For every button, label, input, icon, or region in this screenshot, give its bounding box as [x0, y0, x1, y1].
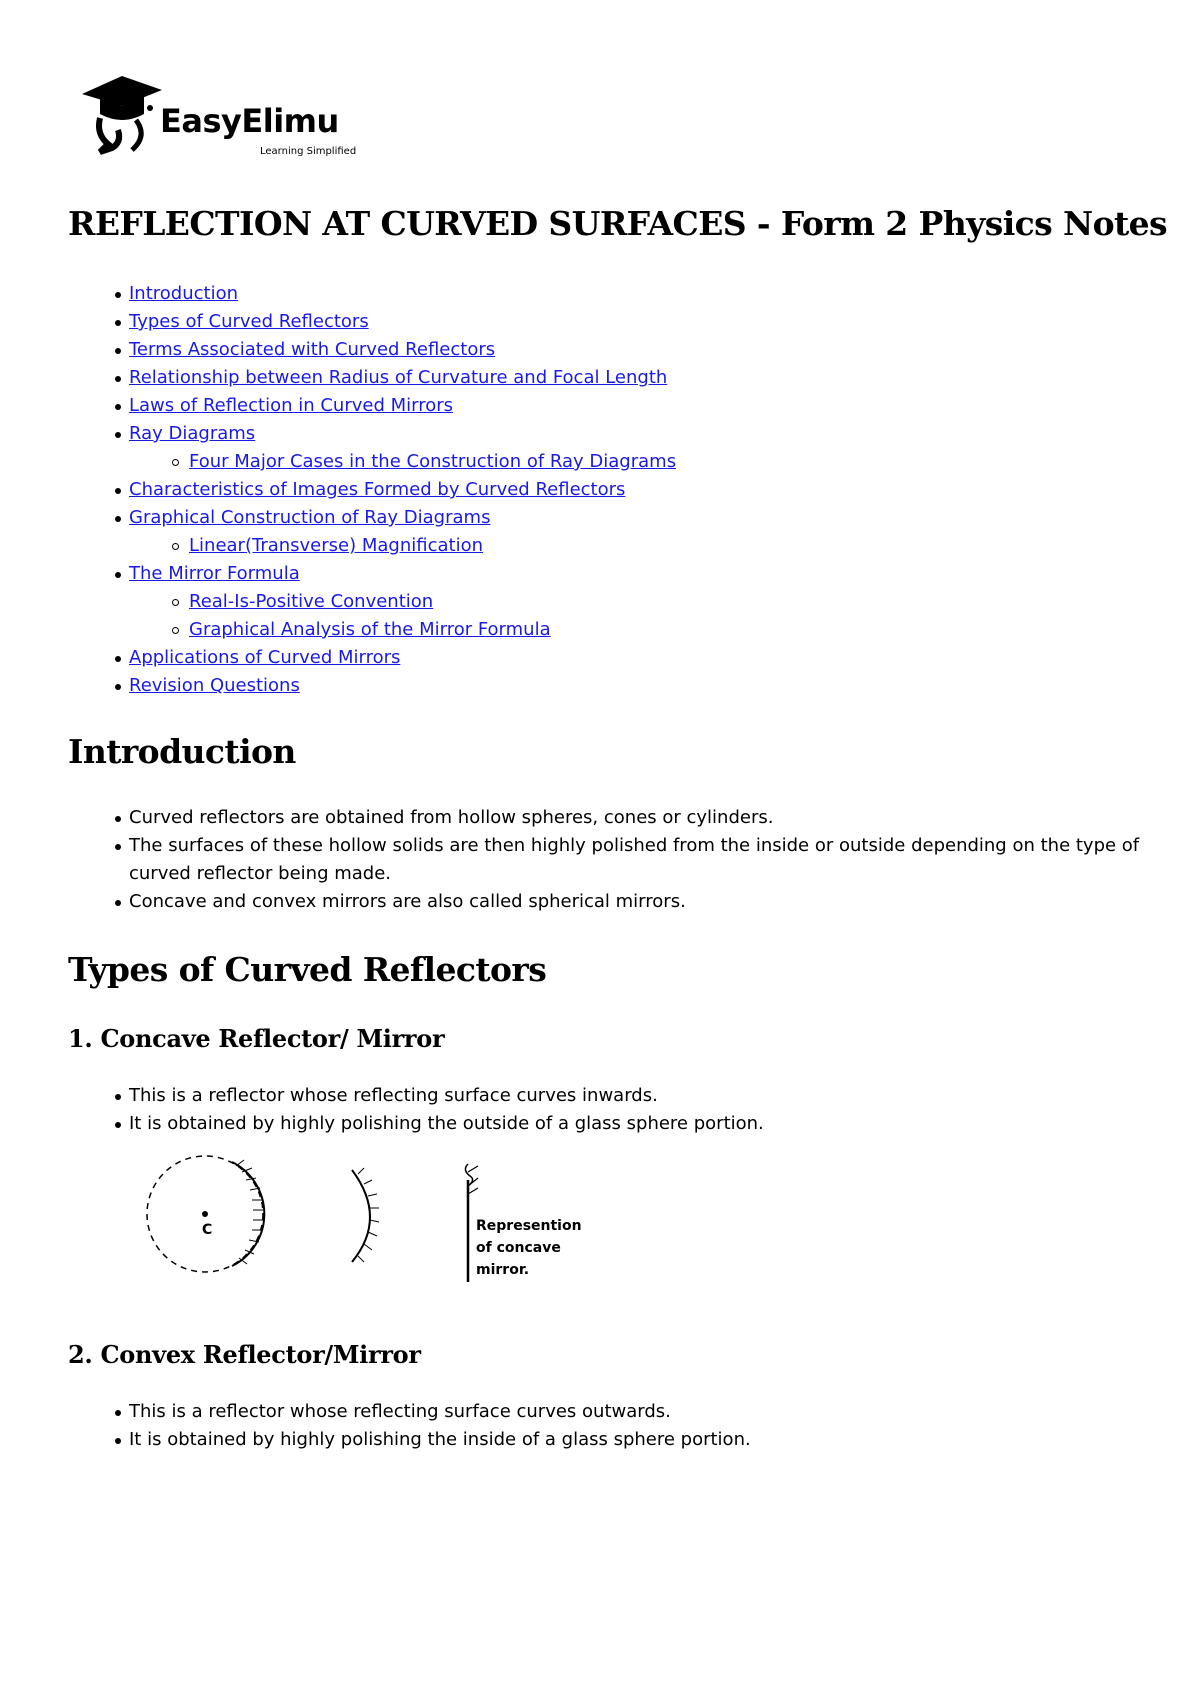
- list-item: It is obtained by highly polishing the outside of a glass sphere portion.: [112, 1110, 1159, 1138]
- figure-caption-line: of concave: [476, 1240, 561, 1256]
- toc-link-ray-diagrams[interactable]: Ray Diagrams: [129, 423, 256, 444]
- toc-link-introduction[interactable]: Introduction: [129, 283, 239, 304]
- list-item: Concave and convex mirrors are also called spherical mirrors.: [112, 888, 1159, 916]
- toc-item: [112, 560, 676, 588]
- centre-label: C: [202, 1222, 213, 1238]
- list-item: It is obtained by highly polishing the inside of a glass sphere portion.: [112, 1426, 1159, 1454]
- toc-subitem: [112, 588, 676, 616]
- table-of-contents: [112, 280, 676, 700]
- toc-item: [112, 308, 676, 336]
- toc-item: [112, 392, 676, 420]
- toc-link-relationship[interactable]: Relationship between Radius of Curvature and Focal Length: [129, 367, 668, 388]
- page-title: REFLECTION AT CURVED SURFACES - Form 2 Physics Notes: [68, 204, 1168, 243]
- concave-heading: 1. Concave Reflector/ Mirror: [68, 1024, 445, 1053]
- figure-caption-line: mirror.: [476, 1262, 530, 1278]
- list-item: Curved reflectors are obtained from hollow spheres, cones or cylinders.: [112, 804, 1159, 832]
- toc-link-terms[interactable]: Terms Associated with Curved Reflectors: [129, 339, 496, 360]
- list-item: This is a reflector whose reflecting surface curves outwards.: [112, 1398, 1159, 1426]
- toc-link-laws[interactable]: Laws of Reflection in Curved Mirrors: [129, 395, 454, 416]
- figure-caption-line: Represention: [476, 1218, 582, 1234]
- concave-mirror-figure: [140, 1150, 640, 1290]
- toc-link-revision[interactable]: Revision Questions: [129, 675, 300, 696]
- toc-link-real-is-positive[interactable]: Real-Is-Positive Convention: [189, 591, 434, 612]
- types-heading: Types of Curved Reflectors: [68, 950, 547, 989]
- toc-link-graphical-construction[interactable]: Graphical Construction of Ray Diagrams: [129, 507, 491, 528]
- toc-link-mirror-formula[interactable]: The Mirror Formula: [129, 563, 300, 584]
- toc-link-types[interactable]: Types of Curved Reflectors: [129, 311, 369, 332]
- convex-heading: 2. Convex Reflector/Mirror: [68, 1340, 421, 1369]
- toc-item: [112, 672, 676, 700]
- logo-tagline: Learning Simplified: [260, 146, 357, 157]
- toc-item: [112, 336, 676, 364]
- concave-list: [112, 1082, 1159, 1138]
- toc-item: [112, 364, 676, 392]
- logo-wordmark: EasyElimu: [160, 102, 339, 140]
- list-item: The surfaces of these hollow solids are then highly polished from the inside or outside depending on the type of curved reflector being made.: [112, 832, 1159, 888]
- introduction-list: [112, 804, 1159, 916]
- concave-mirror-diagram: [140, 1150, 640, 1290]
- toc-subitem: [112, 448, 676, 476]
- list-item: This is a reflector whose reflecting surface curves inwards.: [112, 1082, 1159, 1110]
- easyelimu-logo: [78, 74, 378, 166]
- graduation-cap-icon: [78, 74, 168, 166]
- toc-item: [112, 420, 676, 448]
- toc-link-applications[interactable]: Applications of Curved Mirrors: [129, 647, 401, 668]
- convex-list: [112, 1398, 1159, 1454]
- toc-link-graphical-analysis[interactable]: Graphical Analysis of the Mirror Formula: [189, 619, 551, 640]
- toc-item: [112, 504, 676, 532]
- toc-item: [112, 280, 676, 308]
- toc-subitem: [112, 616, 676, 644]
- introduction-heading: Introduction: [68, 732, 296, 771]
- toc-item: [112, 644, 676, 672]
- toc-link-characteristics[interactable]: Characteristics of Images Formed by Curved Reflectors: [129, 479, 626, 500]
- toc-subitem: [112, 532, 676, 560]
- toc-link-four-cases[interactable]: Four Major Cases in the Construction of Ray Diagrams: [189, 451, 677, 472]
- toc-link-magnification[interactable]: Linear(Transverse) Magnification: [189, 535, 483, 556]
- toc-item: [112, 476, 676, 504]
